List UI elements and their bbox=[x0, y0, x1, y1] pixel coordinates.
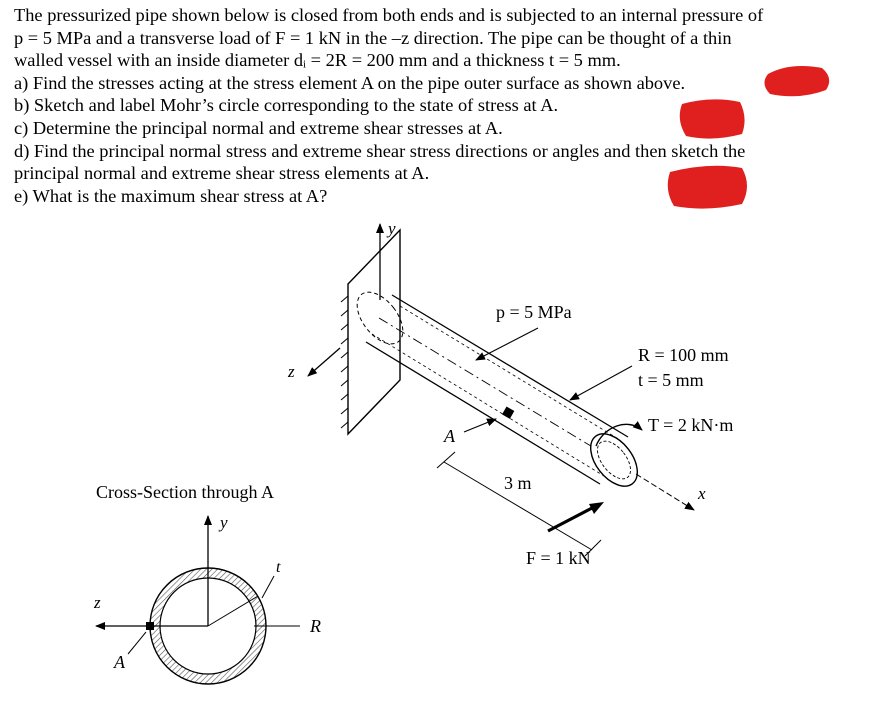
y-axis-label: y bbox=[388, 219, 396, 238]
question-d: d) Find the principal normal stress and extreme shear stress directions or angles and then sketch the bbox=[14, 140, 746, 161]
cross-section-z-label: z bbox=[94, 593, 101, 612]
radius-label: R = 100 mm bbox=[638, 345, 729, 365]
cross-section-a-label: A bbox=[114, 652, 125, 672]
point-a-label: A bbox=[444, 426, 455, 446]
redaction-mark bbox=[668, 166, 747, 209]
z-axis-arrow bbox=[308, 348, 340, 376]
length-label: 3 m bbox=[504, 473, 532, 493]
cross-section-y-label: y bbox=[220, 513, 228, 532]
cross-section-point-a bbox=[146, 622, 154, 630]
point-a-leader bbox=[128, 632, 146, 654]
redaction-mark bbox=[680, 99, 745, 138]
torque-label: T = 2 kN·m bbox=[648, 415, 734, 435]
cross-section-title: Cross-Section through A bbox=[96, 482, 274, 502]
intro-line-3: walled vessel with an inside diameter dᵢ = 2R = 200 mm and a thickness t = 5 mm. bbox=[14, 50, 621, 71]
thickness-label: t = 5 mm bbox=[638, 370, 704, 390]
z-axis-label: z bbox=[288, 362, 295, 381]
question-e: e) What is the maximum shear stress at A? bbox=[14, 185, 328, 206]
cross-section-r-label: R bbox=[310, 616, 321, 636]
point-a-pointer bbox=[464, 419, 496, 432]
force-arrow bbox=[548, 507, 594, 531]
force-label: F = 1 kN bbox=[526, 548, 591, 568]
stress-element-a bbox=[502, 407, 514, 419]
radius-leader bbox=[570, 366, 632, 400]
intro-line-2: p = 5 MPa and a transverse load of F = 1 kN in the –z direction. The pipe can be thought of a thin bbox=[14, 27, 732, 48]
question-a: a) Find the stresses acting at the stress element A on the pipe outer surface as shown above. bbox=[14, 72, 686, 93]
dimension-tick bbox=[437, 452, 455, 468]
fixed-wall bbox=[341, 230, 400, 434]
pressure-label: p = 5 MPa bbox=[496, 302, 572, 322]
x-axis-label: x bbox=[698, 484, 706, 503]
redaction-mark bbox=[764, 66, 829, 96]
pressure-leader bbox=[476, 328, 538, 360]
cross-section-t-label: t bbox=[276, 559, 281, 576]
x-axis-arrow bbox=[636, 474, 694, 510]
question-b: b) Sketch and label Mohr’s circle corresponding to the state of stress at A. bbox=[14, 95, 559, 116]
question-c: c) Determine the principal normal and extreme shear stresses at A. bbox=[14, 117, 503, 138]
force-arrowhead bbox=[589, 502, 604, 514]
thickness-leader bbox=[262, 576, 274, 598]
question-d-continued: principal normal and extreme shear stress elements at A. bbox=[14, 163, 430, 184]
intro-line-1: The pressurized pipe shown below is closed from both ends and is subjected to an internal pressure of bbox=[14, 5, 764, 25]
